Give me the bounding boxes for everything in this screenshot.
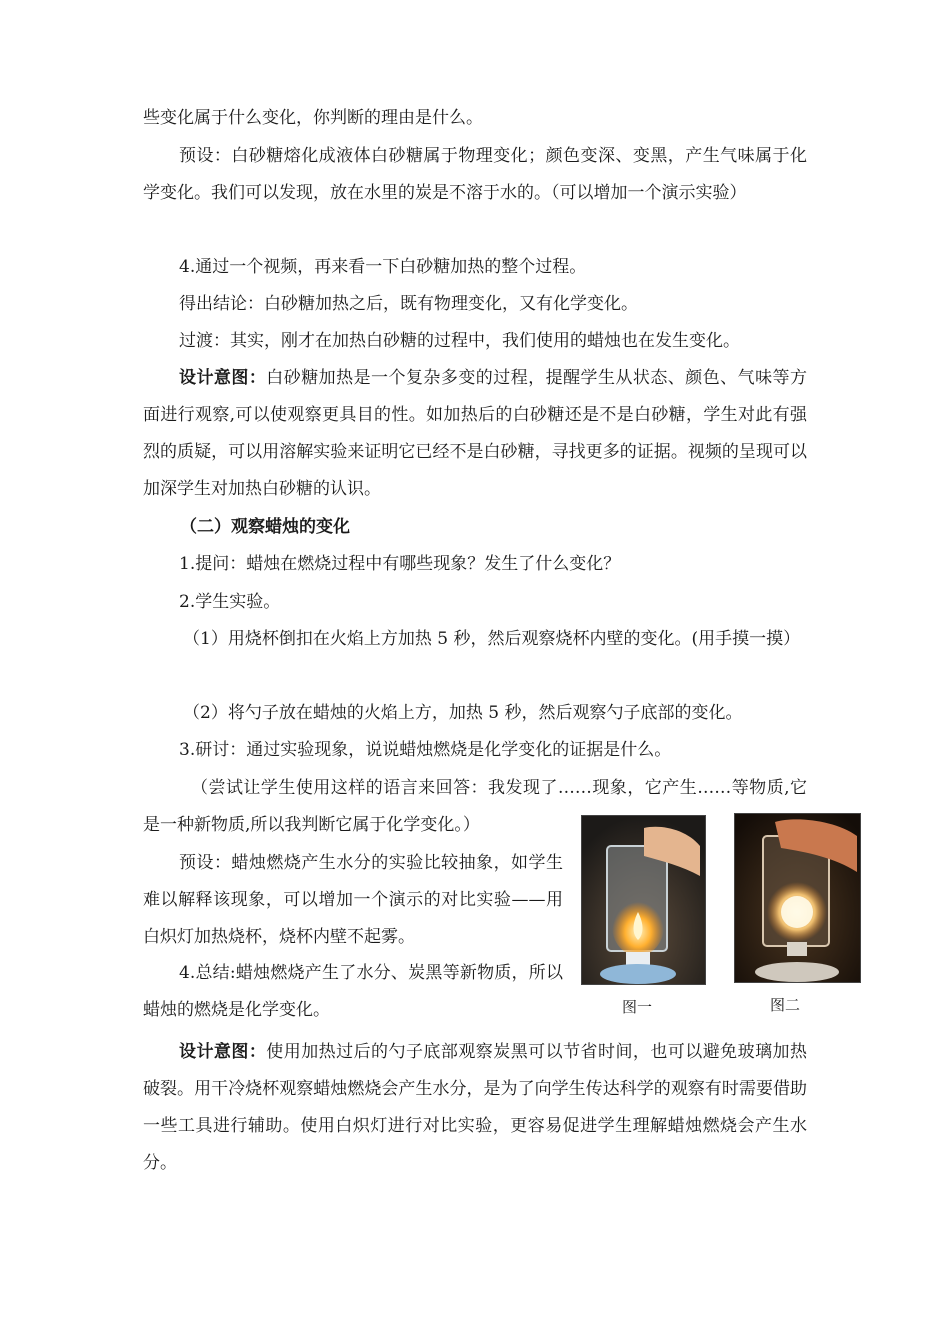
paragraph-preset-sugar: 预设：白砂糖熔化成液体白砂糖属于物理变化；颜色变深、变黑，产生气味属于化学变化。我们可以发现，放在水里的炭是不溶于水的。（可以增加一个演示实验） (143, 146, 807, 203)
paragraph-preset-candle: 预设：蜡烛燃烧产生水分的实验比较抽象，如学生难以解释该现象，可以增加一个演示的对比实验——用白炽灯加热烧杯，烧杯内壁不起雾。 (143, 853, 563, 947)
paragraph-question: 1.提问：蜡烛在燃烧过程中有哪些现象？发生了什么变化？ (179, 554, 621, 574)
paragraph-student-experiment: 2.学生实验。 (179, 592, 281, 612)
figure-2-caption: 图二 (770, 996, 801, 1014)
paragraph-transition: 过渡：其实，刚才在加热白砂糖的过程中，我们使用的蜡烛也在发生变化。 (179, 331, 740, 351)
paragraph-summary: 4.总结:蜡烛燃烧产生了水分、炭黑等新物质，所以蜡烛的燃烧是化学变化。 (143, 963, 563, 1020)
paragraph-design-intent-2 (143, 1034, 807, 1182)
paragraph-video: 4.通过一个视频，再来看一下白砂糖加热的整个过程。 (179, 257, 587, 277)
paragraph-design-intent-1 (143, 360, 807, 508)
beaker-over-candle-illustration (582, 816, 705, 984)
paragraph-language-hint: （尝试让学生使用这样的语言来回答：我发现了……现象，它产生……等物质,它是一种新物质,所以我判断它属于化学变化。） (143, 778, 807, 835)
paragraph-step-2: （2）将勺子放在蜡烛的火焰上方，加热 5 秒，然后观察勺子底部的变化。 (183, 703, 743, 723)
figure-2-image (734, 813, 861, 983)
figure-1-image (581, 815, 706, 985)
paragraph-conclusion: 得出结论：白砂糖加热之后，既有物理变化，又有化学变化。 (179, 294, 638, 314)
figure-1-caption: 图一 (622, 998, 653, 1016)
design-intent-text: 白砂糖加热是一个复杂多变的过程，提醒学生从状态、颜色、气味等方面进行观察,可以使观察更具目的性。如加热后的白砂糖还是不是白砂糖，学生对此有强烈的质疑，可以用溶解实验来证明它已经不是白砂糖，寻找更多的证据。视频的呈现可以加深学生对加热白砂糖的认识。 (143, 368, 808, 499)
design-intent-label-2: 设计意图： (179, 1042, 267, 1062)
design-intent-text-2: 使用加热过后的勺子底部观察炭黑可以节省时间，也可以避免玻璃加热破裂。用干冷烧杯观察蜡烛燃烧会产生水分，是为了向学生传达科学的观察有时需要借助一些工具进行辅助。使用白炽灯进行对比实验，更容易促进学生理解蜡烛燃烧会产生水分。 (143, 1042, 808, 1173)
paragraph-step-1: （1）用烧杯倒扣在火焰上方加热 5 秒，然后观察烧杯内壁的变化。(用手摸一摸） (183, 629, 801, 649)
paragraph-1: 些变化属于什么变化，你判断的理由是什么。 (143, 108, 483, 128)
paragraph-discussion: 3.研讨：通过实验现象，说说蜡烛燃烧是化学变化的证据是什么。 (179, 740, 672, 760)
beaker-over-bulb-illustration (735, 814, 860, 982)
design-intent-label: 设计意图： (179, 368, 267, 388)
section-heading-candle: （二）观察蜡烛的变化 (180, 517, 350, 537)
